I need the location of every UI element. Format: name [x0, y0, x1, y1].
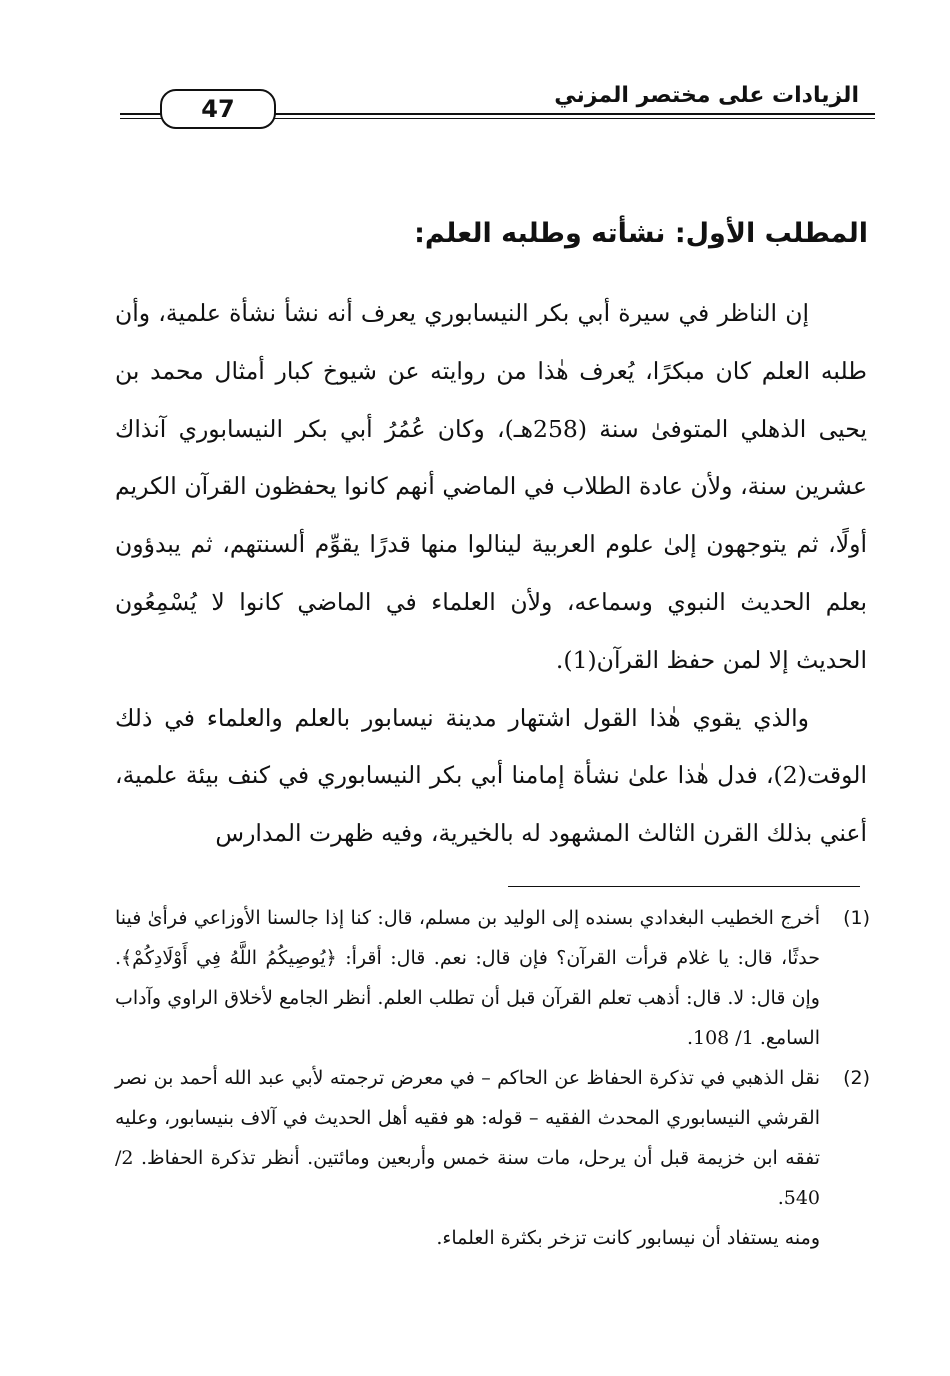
page-header — [120, 80, 875, 130]
footnote-separator — [508, 886, 860, 887]
footnote-2 — [115, 1058, 870, 1218]
running-title: الزيادات على مختصر المزني — [546, 80, 867, 112]
footnote-number: (1) — [843, 907, 870, 929]
footnote-2-continuation: ومنه يستفاد أن نيسابور كانت تزخر بكثرة العلماء. — [436, 1227, 820, 1249]
footnote-1 — [115, 898, 870, 1058]
paragraph-1: إن الناظر في سيرة أبي بكر النيسابوري يعرف أنه نشأ نشأة علمية، وأن طلبه العلم كان مبكرًا، يُعرف هٰذا من روايته عن شيوخ كبار أمثال محمد بن يحيى الذهلي المتوفىٰ سنة (258هـ)، وكان عُمُرُ أبي بكر النيسابوري آنذاك عشرين سنة، ولأن عادة الطلاب في الماضي أنهم كانوا يحفظون القرآن الكريم أولًا، ثم يتوجهون إلىٰ علوم العربية لينالوا منها قدرًا يقوِّم ألسنتهم، ثم يبدؤون بعلم الحديث النبوي وسماعه، ولأن العلماء في الماضي كانوا لا يُسْمِعُون الحديث إلا لمن حفظ القرآن(1). — [115, 299, 867, 674]
footnote-number: (2) — [843, 1067, 870, 1089]
paragraph-2: والذي يقوي هٰذا القول اشتهار مدينة نيسابور بالعلم والعلماء في ذلك الوقت(2)، فدل هٰذا علىٰ نشأة إمامنا أبي بكر النيسابوري في كنف بيئة علمية، أعني بذلك القرن الثالث المشهود له بالخيرية، وفيه ظهرت المدارس — [115, 703, 867, 848]
section-heading: المطلب الأول: نشأته وطلبه العلم: — [414, 218, 868, 249]
footnotes — [115, 898, 870, 1258]
body-text — [115, 285, 867, 863]
footnote-text: أخرج الخطيب البغدادي بسنده إلى الوليد بن مسلم، قال: كنا إذا جالسنا الأوزاعي فرأىٰ فينا حدثًا، قال: يا غلام قرأت القرآن؟ فإن قال: نعم. قال: أقرأ: ﴿يُوصِيكُمُ اللَّهُ فِي أَوْلَادِكُمْ﴾. وإن قال: لا. قال: أذهب تعلم القرآن قبل أن تطلب العلم. أنظر الجامع لأخلاق الراوي وآداب السامع. 1/ 108. — [115, 907, 820, 1049]
page-number: 47 — [160, 89, 276, 129]
footnote-text: نقل الذهبي في تذكرة الحفاظ عن الحاكم – في معرض ترجمته لأبي عبد الله أحمد بن نصر القرشي النيسابوري المحدث الفقيه – قوله: هو فقيه أهل الحديث في آلاف بنيسابور، وعليه تفقه ابن خزيمة قبل أن يرحل، مات سنة خمس وأربعين ومائتين. أنظر تذكرة الحفاظ. 2/ 540. — [115, 1067, 820, 1209]
